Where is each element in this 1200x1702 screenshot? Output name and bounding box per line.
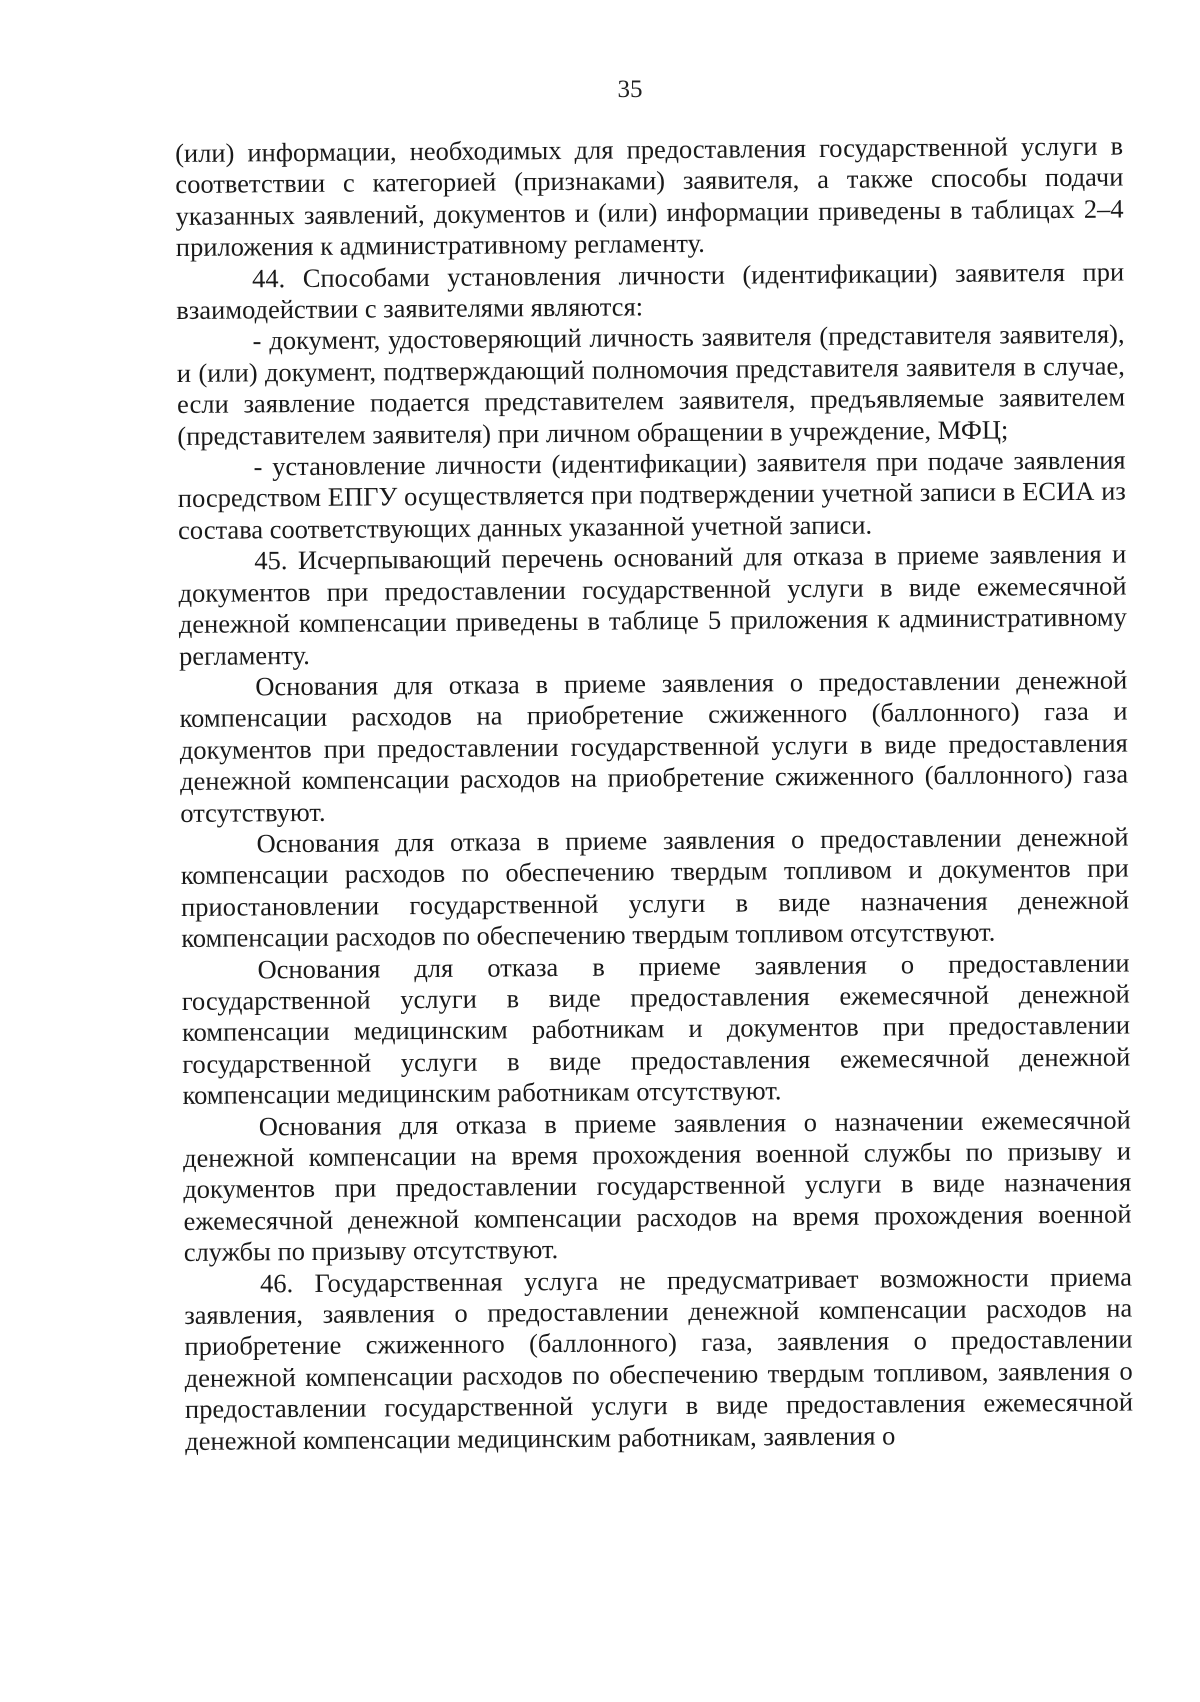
paragraph: (или) информации, необходимых для предоставления государственной услуги в соответствии с категорией (признаками) заявителя, а также способы подачи указанных заявлений, документов и (или) информации приведены в таблицах 2–4 приложения к административному регламенту. — [175, 130, 1124, 263]
page-number: 35 — [617, 76, 643, 103]
paragraph: - установление личности (идентификации) заявителя при подаче заявления посредством ЕПГУ осуществляется при подтверждении учетной записи в ЕСИА из состава соответствующих данных указанной учетной записи. — [177, 444, 1126, 545]
paragraph: - документ, удостоверяющий личность заявителя (представителя заявителя), и (или) документ, подтверждающий полномочия представителя заявителя в случае, если заявление подается представителем заявителя, предъявляемые заявителем (представителем заявителя) при личном обращении в учреждение, МФЦ; — [176, 318, 1126, 451]
paragraph: Основания для отказа в приеме заявления о предоставлении государственной услуги в виде предоставления ежемесячной денежной компенсации медицинским работникам и документов при предоставлении государственной услуги в виде предоставления ежемесячной денежной компенсации медицинским работникам отсутствуют. — [181, 947, 1131, 1111]
paragraph: Основания для отказа в приеме заявления о предоставлении денежной компенсации расходов на приобретение сжиженного (баллонного) газа и документов при предоставлении государственной услуги в виде предоставления денежной компенсации расходов на приобретение сжиженного (баллонного) газа отсутствуют. — [179, 664, 1129, 828]
paragraph: 44. Способами установления личности (идентификации) заявителя при взаимодействии с заявителями являются: — [176, 256, 1125, 326]
paragraph: 45. Исчерпывающий перечень оснований для отказа в приеме заявления и документов при предоставлении государственной услуги в виде ежемесячной денежной компенсации приведены в таблице 5 приложения к административному регламенту. — [178, 538, 1127, 671]
document-body — [175, 131, 1133, 1457]
paragraph: 46. Государственная услуга не предусматривает возможности приема заявления, заявления о предоставлении денежной компенсации расходов на приобретение сжиженного (баллонного) газа, заявления о предоставлении денежной компенсации расходов по обеспечению твердым топливом, заявления о предоставлении государственной услуги в виде предоставления ежемесячной денежной компенсации медицинским работникам, заявления о — [184, 1261, 1134, 1456]
paragraph: Основания для отказа в приеме заявления о предоставлении денежной компенсации расходов по обеспечению твердым топливом и документов при приостановлении государственной услуги в виде назначения денежной компенсации расходов по обеспечению твердым топливом отсутствуют. — [180, 821, 1130, 954]
paragraph: Основания для отказа в приеме заявления о назначении ежемесячной денежной компенсации на время прохождения военной службы по призыву и документов при предоставлении государственной услуги в виде назначения ежемесячной денежной компенсации расходов на время прохождения военной службы по призыву отсутствуют. — [182, 1104, 1132, 1268]
